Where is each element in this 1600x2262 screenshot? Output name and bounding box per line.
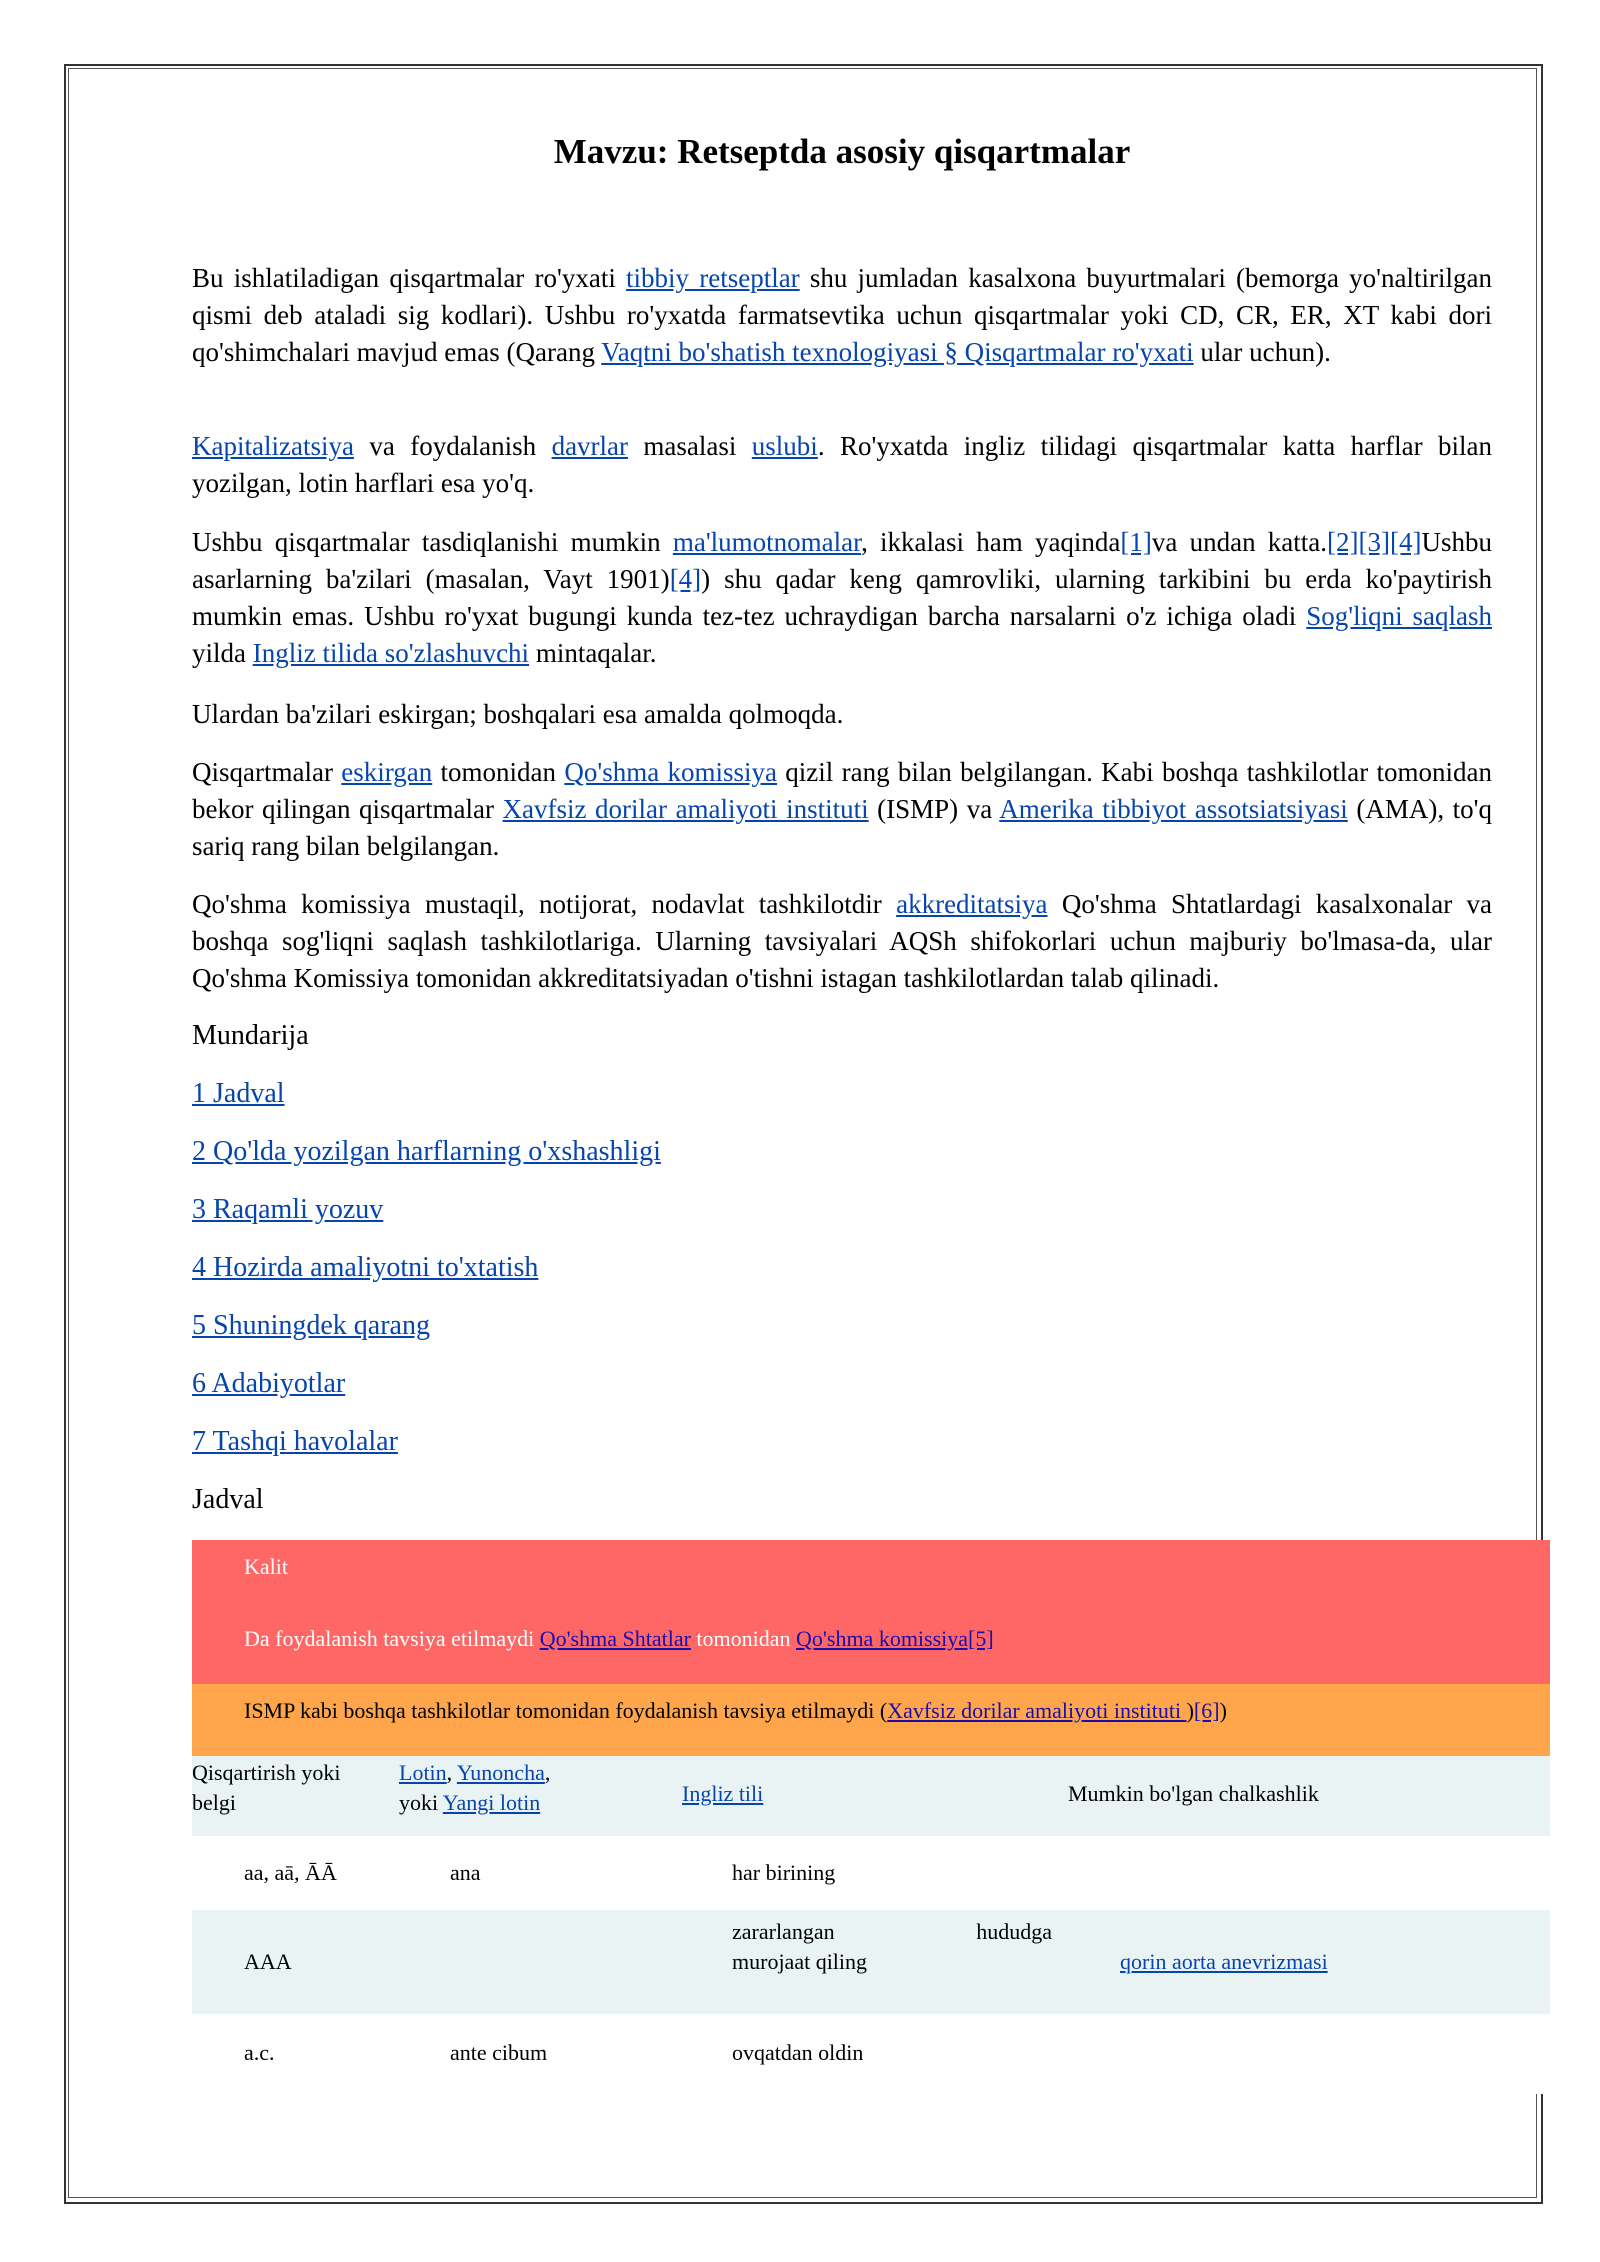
capitalization-paragraph: Kapitalizatsiya va foydalanish davrlar masalasi uslubi. Ro'yxatda ingliz tilidagi qisqartmalar katta harflar bilan yozilgan, lotin harflari esa yo'q.: [192, 431, 1492, 498]
link-kapitalizatsiya[interactable]: Kapitalizatsiya: [192, 431, 354, 461]
table-row: [192, 1910, 1550, 2014]
table-heading: Jadval: [192, 1484, 264, 1515]
key-red-band: [192, 1540, 1550, 1684]
link-davrlar[interactable]: davrlar: [551, 431, 629, 461]
toc-item-jadval[interactable]: 1 Jadval: [192, 1078, 285, 1109]
cell-latin: ana: [450, 1860, 481, 1885]
toc-item-hozirda[interactable]: 4 Hozirda amaliyotni to'xtatish: [192, 1252, 539, 1283]
link-ama[interactable]: Amerika tibbiyot assotsiatsiyasi: [999, 794, 1348, 824]
ref-4-second[interactable]: [4]: [669, 564, 702, 594]
link-uslubi[interactable]: uslubi: [751, 431, 818, 461]
ref-3[interactable]: [3]: [1358, 527, 1390, 557]
link-eskirgan[interactable]: eskirgan: [341, 757, 433, 787]
header-latin: Lotin, Yunoncha, yoki Yangi lotin: [399, 1760, 551, 1815]
link-ingliz-tilida[interactable]: Ingliz tilida so'zlashuvchi: [252, 638, 530, 668]
cell-english-line1: zararlangan hududga: [732, 1919, 1052, 1944]
link-ismp[interactable]: Xavfsiz dorilar amaliyoti instituti: [502, 794, 869, 824]
toc-item-shuningdek[interactable]: 5 Shuningdek qarang: [192, 1310, 430, 1341]
cell-english: har birining: [732, 1860, 836, 1885]
ref-4[interactable]: [4]: [1390, 527, 1422, 557]
header-link-yunoncha[interactable]: Yunoncha: [456, 1760, 545, 1785]
table-row: [192, 2014, 1550, 2094]
joint-commission-paragraph: Qo'shma komissiya mustaqil, notijorat, nodavlat tashkilotdir akkreditatsiya Qo'shma Shtatlardagi kasalxonalar va boshqa sog'liqni saqlash tashkilotlariga. Ularning tavsiyalari AQSh shifokorlari uchun majburiy bo'lmasa-da, ular Qo'shma Komissiya tomonidan akkreditatsiyadan o'tishni istagan tashkilotlardan talab qilinadi.: [192, 889, 1492, 993]
key-link-qoshma-shtatlar[interactable]: Qo'shma Shtatlar: [539, 1626, 691, 1651]
page-title: Mavzu: Retseptda asosiy qisqartmalar: [553, 132, 1131, 171]
cell-latin: ante cibum: [450, 2040, 548, 2065]
cell-abbreviation: aa, aā, ĀĀ: [244, 1860, 337, 1885]
toc-item-raqamli-yozuv[interactable]: 3 Raqamli yozuv: [192, 1194, 384, 1225]
cell-abbreviation: AAA: [244, 1949, 292, 1974]
header-link-ingliz-tili[interactable]: Ingliz tili: [682, 1781, 764, 1806]
ref-1[interactable]: [1]: [1120, 527, 1152, 557]
header-link-yangi-lotin[interactable]: Yangi lotin: [442, 1790, 541, 1815]
link-malumotnomalar[interactable]: ma'lumotnomalar: [672, 527, 862, 557]
key-link-ismp[interactable]: Xavfsiz dorilar amaliyoti instituti: [887, 1698, 1187, 1723]
cell-english: ovqatdan oldin: [732, 2040, 864, 2065]
toc-heading: Mundarija: [192, 1020, 309, 1051]
table-row: [192, 1836, 1550, 1910]
table-header-row: [192, 1756, 1550, 1836]
intro-paragraph: Bu ishlatiladigan qisqartmalar ro'yxati tibbiy retseptlar shu jumladan kasalxona buyurtmalari (bemorga yo'naltirilgan qismi deb ataladi sig kodlari). Ushbu ro'yxatda farmatsevtika uchun qisqartmalar yoki CD, CR, ER, XT kabi dori qo'shimchalari mavjud emas (Qarang Vaqtni bo'shatish texnologiyasi § Qisqartmalar ro'yxati ular uchun).: [192, 263, 1492, 367]
key-ref-6[interactable]: [6]: [1193, 1698, 1220, 1723]
cell-link-qorin-aorta[interactable]: qorin aorta anevrizmasi: [1120, 1949, 1328, 1974]
key-orange-text: ISMP kabi boshqa tashkilotlar tomonidan foydalanish tavsiya etilmaydi (Xavfsiz dorilar amaliyoti instituti )[6]): [244, 1698, 1227, 1723]
references-paragraph: Ushbu qisqartmalar tasdiqlanishi mumkin ma'lumotnomalar, ikkalasi ham yaqinda[1]va undan katta.[2][3][4]Ushbu asarlarning ba'zilari (masalan, Vayt 1901)[4]) shu qadar keng qamrovliki, ularning tarkibini bu erda ko'paytirish mumkin emas. Ushbu ro'yxat bugungi kunda tez-tez uchraydigan barcha narsalarni o'z ichiga oladi Sog'liqni saqlash yilda Ingliz tilida so'zlashuvchi mintaqalar.: [192, 527, 1492, 668]
header-confusion: Mumkin bo'lgan chalkashlik: [1068, 1781, 1319, 1806]
link-sogliqni-saqlash[interactable]: Sog'liqni saqlash: [1306, 601, 1492, 631]
link-tibbiy-retseptlar[interactable]: tibbiy retseptlar: [626, 263, 800, 293]
header-link-lotin[interactable]: Lotin: [399, 1760, 447, 1785]
toc-item-tashqi-havolalar[interactable]: 7 Tashqi havolalar: [192, 1426, 398, 1457]
obsolete-paragraph: Ulardan ba'zilari eskirgan; boshqalari esa amalda qolmoqda.: [192, 699, 844, 729]
link-qoshma-komissiya[interactable]: Qo'shma komissiya: [564, 757, 777, 787]
toc-item-adabiyotlar[interactable]: 6 Adabiyotlar: [192, 1368, 346, 1399]
header-abbreviation: Qisqartirish yoki belgi: [192, 1760, 341, 1815]
link-akkreditatsiya[interactable]: akkreditatsiya: [896, 889, 1048, 919]
toc-item-qolda-yozilgan[interactable]: 2 Qo'lda yozilgan harflarning o'xshashligi: [192, 1136, 661, 1167]
key-link-qoshma-komissiya[interactable]: Qo'shma komissiya[5]: [796, 1626, 994, 1651]
key-orange-band: [192, 1684, 1550, 1756]
cell-english-line2: murojaat qiling: [732, 1949, 868, 1974]
link-vaqtni-boshatish[interactable]: Vaqtni bo'shatish texnologiyasi § Qisqartmalar ro'yxati: [601, 337, 1194, 367]
color-legend-paragraph: Qisqartmalar eskirgan tomonidan Qo'shma komissiya qizil rang bilan belgilangan. Kabi boshqa tashkilotlar tomonidan bekor qilingan qisqartmalar Xavfsiz dorilar amaliyoti instituti (ISMP) va Amerika tibbiyot assotsiatsiyasi (AMA), to'q sariq rang bilan belgilangan.: [192, 757, 1492, 861]
key-red-text: Da foydalanish tavsiya etilmaydi Qo'shma Shtatlar tomonidan Qo'shma komissiya[5]: [244, 1626, 994, 1651]
key-title: Kalit: [244, 1554, 288, 1579]
ref-2[interactable]: [2]: [1327, 527, 1359, 557]
cell-abbreviation: a.c.: [244, 2040, 275, 2065]
